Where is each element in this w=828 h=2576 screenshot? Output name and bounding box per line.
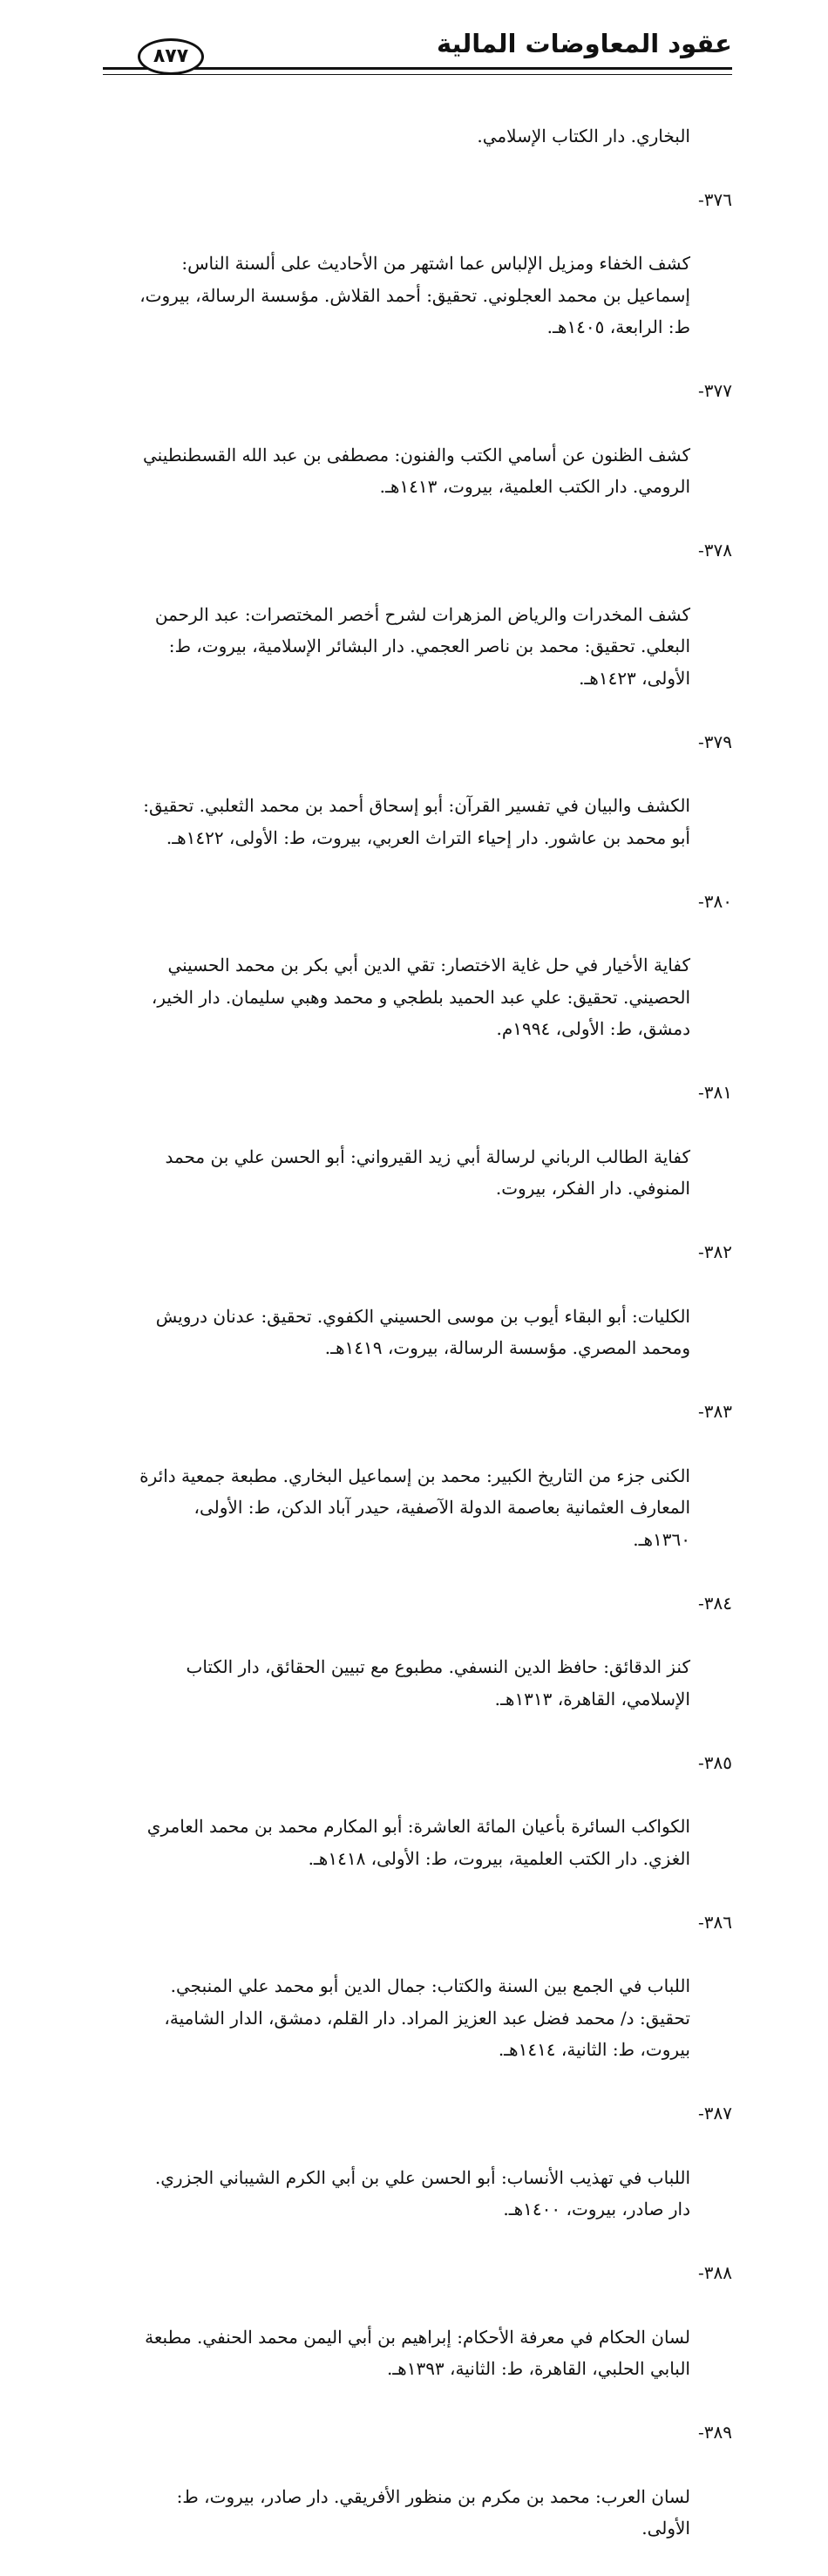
bibliography-entry [105, 1907, 732, 2098]
bibliography-entry [105, 1396, 732, 1587]
entry-number: ٣٧٨- [698, 540, 732, 561]
entry-text: لسان الحكام في معرفة الأحكام: إبراهيم بن أبي اليمن محمد الحنفي. مطبعة البابي الحلبي، القاهرة، ط: الثانية، ١٣٩٣هـ. [145, 2326, 690, 2380]
entry-text: كشف المخدرات والرياض المزهرات لشرح أخصر المختصرات: عبد الرحمن البعلي. تحقيق: محمد بن ناصر العجمي. دار البشائر الإسلامية، بيروت، ط: الأولى، ١٤٢٣هـ. [154, 603, 690, 689]
entry-number: ٣٨٤- [698, 1592, 732, 1614]
bibliography-entry [105, 1077, 732, 1236]
entry-number: ٣٧٦- [698, 188, 732, 210]
entry-number: ٣٨٢- [698, 1241, 732, 1263]
entry-text: كنز الدقائق: حافظ الدين النسفي. مطبوع مع تبيين الحقائق، دار الكتاب الإسلامي، القاهرة، ١٣١٣هـ. [186, 1656, 690, 1709]
entry-text: كفاية الطالب الرباني لرسالة أبي زيد القيرواني: أبو الحسن علي بن محمد المنوفي. دار الفكر، بيروت. [165, 1145, 690, 1200]
entry-text: اللباب في الجمع بين السنة والكتاب: جمال الدين أبو محمد علي المنبجي. تحقيق: د/ محمد فضل عبد العزيز المراد. دار القلم، دمشق، الدار الشامية، بيروت، ط: الثانية، ١٤١٤هـ. [164, 1975, 690, 2061]
entry-text: الكليات: أبو البقاء أيوب بن موسى الحسيني الكفوي. تحقيق: عدنان درويش ومحمد المصري. مؤسسة الرسالة، بيروت، ١٤١٩هـ. [155, 1305, 690, 1359]
entry-text: البخاري. دار الكتاب الإسلامي. [477, 125, 690, 146]
entry-number: ٣٨٧- [698, 2103, 732, 2124]
bibliography-list [105, 88, 732, 2576]
entry-text: الكشف والبيان في تفسير القرآن: أبو إسحاق أحمد بن محمد الثعلبي. تحقيق: أبو محمد بن عاشور. دار إحياء التراث العربي، بيروت، ط: الأولى، ١٤٢٢هـ. [143, 795, 690, 848]
bibliography-entry [105, 1236, 732, 1396]
entry-text: الكنى جزء من التاريخ الكبير: محمد بن إسماعيل البخاري. مطبعة جمعية دائرة المعارف العثمانية بعاصمة الدولة الآصفية، حيدر آباد الدكن، ط: الأولى، ١٣٦٠هـ. [139, 1465, 690, 1550]
page-header [103, 24, 732, 78]
entry-text: لسان العرب: محمد بن مكرم بن منظور الأفريقي. دار صادر، بيروت، ط: الأولى. [176, 2485, 690, 2539]
entry-number: ٣٨٣- [698, 1401, 732, 1423]
entry-number: ٣٧٩- [698, 731, 732, 752]
entry-number: ٣٨١- [698, 1082, 732, 1104]
bibliography-entry [105, 375, 732, 534]
bibliography-entry [105, 886, 732, 1077]
bibliography-entry [105, 88, 732, 184]
entry-text: كشف الظنون عن أسامي الكتب والفنون: مصطفى بن عبد الله القسطنطيني الرومي. دار الكتب العلمية، بيروت، ١٤١٣هـ. [143, 444, 690, 498]
bibliography-entry [105, 1747, 732, 1907]
entry-number: ٣٨٨- [698, 2262, 732, 2284]
book-title: عقود المعاوضات المالية [436, 29, 732, 58]
entry-number: ٣٨٠- [698, 890, 732, 912]
page-number-badge: ٨٧٧ [138, 38, 204, 75]
entry-text: اللباب في تهذيب الأنساب: أبو الحسن علي بن أبي الكرم الشيباني الجزري. دار صادر، بيروت، ١٤٠٠هـ. [154, 2166, 690, 2220]
entry-text: الكواكب السائرة بأعيان المائة العاشرة: أبو المكارم محمد بن محمد العامري الغزي. دار الكتب العلمية، بيروت، ط: الأولى، ١٤١٨هـ. [146, 1816, 690, 1869]
entry-number: ٣٨٩- [698, 2422, 732, 2443]
entry-text: كشف الخفاء ومزيل الإلباس عما اشتهر من الأحاديث على ألسنة الناس: إسماعيل بن محمد العجلوني. تحقيق: أحمد القلاش. مؤسسة الرسالة، بيروت، ط: الرابعة، ١٤٠٥هـ. [139, 252, 690, 338]
header-rule [103, 67, 732, 75]
bibliography-entry [105, 534, 732, 726]
bibliography-entry [105, 184, 732, 376]
entry-number: ٣٨٥- [698, 1751, 732, 1773]
bibliography-entry [105, 2257, 732, 2416]
bibliography-entry [105, 726, 732, 886]
bibliography-entry [105, 2097, 732, 2257]
entry-number: ٣٨٦- [698, 1911, 732, 1933]
entry-text: كفاية الأخيار في حل غاية الاختصار: تقي الدين أبي بكر بن محمد الحسيني الحصيني. تحقيق: علي عبد الحميد بلطجي و محمد وهبي سليمان. دار الخير، دمشق، ط: الأولى، ١٩٩٤م. [151, 955, 690, 1040]
entry-number: ٣٧٧- [698, 380, 732, 402]
bibliography-entry [105, 1587, 732, 1747]
bibliography-entry [105, 2416, 732, 2576]
